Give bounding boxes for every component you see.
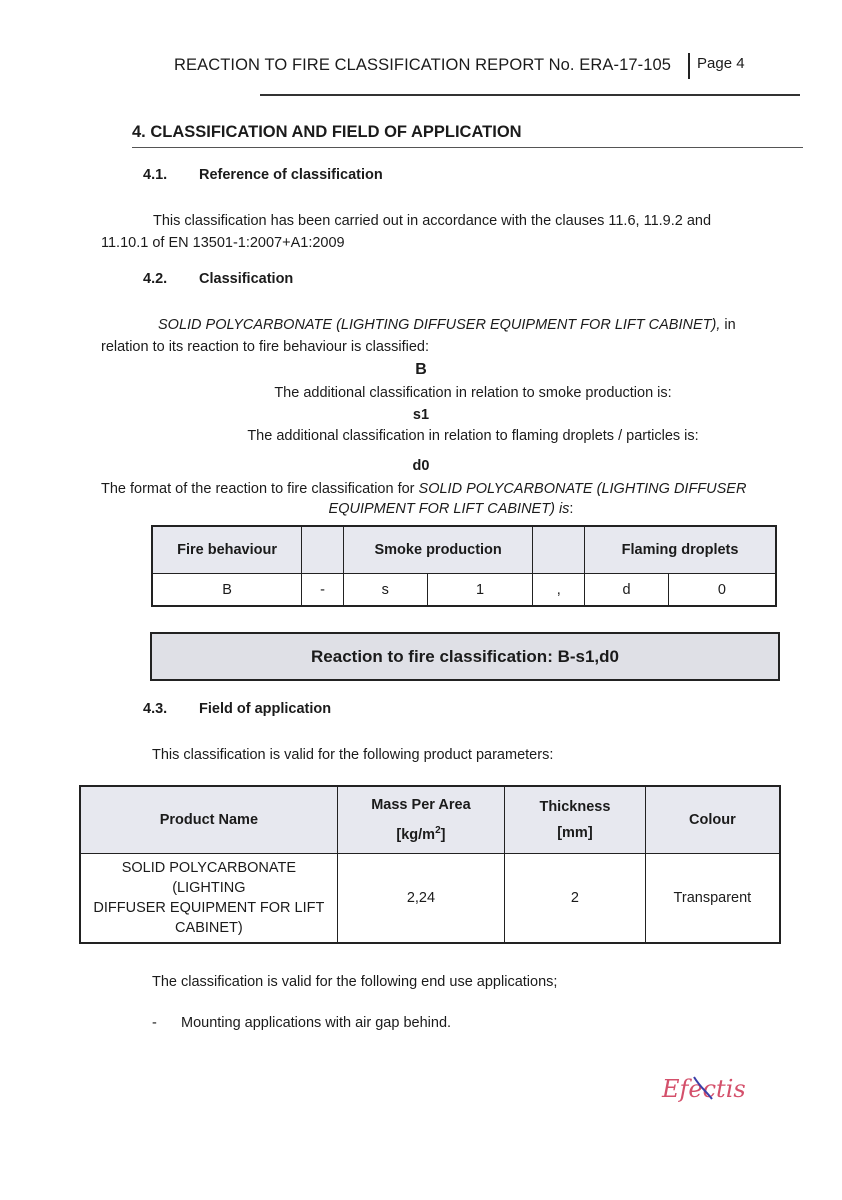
colour-header: Colour bbox=[645, 786, 780, 854]
section-title: Classification bbox=[199, 271, 294, 287]
page-number: Page 4 bbox=[697, 55, 745, 72]
format-end: : bbox=[569, 501, 574, 517]
fire-behaviour-value: B bbox=[152, 574, 302, 607]
product-line-tail: in bbox=[720, 317, 736, 333]
flaming-droplets-header: Flaming droplets bbox=[585, 526, 776, 574]
dash-value: - bbox=[302, 574, 344, 607]
smoke-classification-text: The additional classification in relation to smoke production is: bbox=[274, 385, 672, 401]
thickness-header-unit: [mm] bbox=[557, 825, 593, 841]
product-row bbox=[80, 854, 780, 944]
classification-value-row bbox=[152, 574, 776, 607]
classification-table bbox=[151, 525, 777, 607]
section-4-3-heading bbox=[143, 701, 331, 717]
format-italic-2: EQUIPMENT FOR LIFT CABINET) is bbox=[328, 501, 570, 517]
format-start: The format of the reaction to fire classification for bbox=[101, 481, 419, 497]
section-number: 4.2. bbox=[143, 271, 168, 287]
thickness-header bbox=[505, 786, 646, 854]
product-name-line: CABINET) bbox=[175, 920, 243, 936]
product-name-header: Product Name bbox=[80, 786, 337, 854]
header-separator bbox=[688, 53, 690, 79]
droplets-number-value: 0 bbox=[668, 574, 776, 607]
droplets-letter-value: d bbox=[585, 574, 669, 607]
format-italic-1: SOLID POLYCARBONATE (LIGHTING DIFFUSER bbox=[418, 481, 747, 497]
field-intro: This classification is valid for the following product parameters: bbox=[152, 747, 554, 763]
classification-summary-text: Reaction to fire classification: B-s1,d0 bbox=[311, 646, 619, 666]
section-4-rule bbox=[132, 147, 803, 148]
end-use-intro: The classification is valid for the following end use applications; bbox=[152, 974, 558, 990]
separator-header bbox=[533, 526, 585, 574]
format-line-2 bbox=[0, 498, 842, 520]
mass-unit-end: ] bbox=[440, 826, 446, 843]
product-name-cell bbox=[80, 854, 337, 944]
class-b: B bbox=[415, 361, 427, 378]
section-4-heading: 4. CLASSIFICATION AND FIELD OF APPLICATION bbox=[132, 123, 522, 141]
logo-text: Efectis bbox=[662, 1075, 746, 1103]
fire-behaviour-header: Fire behaviour bbox=[152, 526, 302, 574]
list-bullet: - bbox=[152, 1015, 157, 1031]
mass-unit-superscript: 2 bbox=[435, 825, 441, 837]
separator-header bbox=[302, 526, 344, 574]
colour-cell: Transparent bbox=[645, 854, 780, 944]
smoke-letter-value: s bbox=[343, 574, 427, 607]
classification-summary-box bbox=[150, 632, 780, 681]
product-header-row bbox=[80, 786, 780, 854]
section-4-2-heading bbox=[143, 271, 293, 287]
section-title: Reference of classification bbox=[199, 167, 383, 183]
thickness-header-label: Thickness bbox=[539, 799, 611, 815]
product-name-line: DIFFUSER EQUIPMENT FOR LIFT bbox=[93, 900, 325, 916]
mass-header-unit bbox=[344, 818, 498, 848]
section-4-1-heading bbox=[143, 167, 383, 183]
classification-product-line bbox=[158, 314, 736, 336]
class-d0: d0 bbox=[412, 458, 430, 474]
mass-header-label: Mass Per Area bbox=[371, 797, 471, 814]
section-number: 4.3. bbox=[143, 701, 168, 717]
reference-line-2: 11.10.1 of EN 13501-1:2007+A1:2009 bbox=[101, 235, 345, 251]
format-line-1 bbox=[101, 478, 746, 500]
header-rule bbox=[260, 94, 800, 96]
droplets-classification-text: The additional classification in relation to flaming droplets / particles is: bbox=[247, 428, 699, 444]
comma-value: , bbox=[533, 574, 585, 607]
smoke-production-header: Smoke production bbox=[343, 526, 532, 574]
class-s1: s1 bbox=[412, 407, 430, 423]
classification-header-row bbox=[152, 526, 776, 574]
product-name-line: SOLID POLYCARBONATE (LIGHTING bbox=[121, 860, 297, 896]
end-use-item: Mounting applications with air gap behind. bbox=[181, 1015, 452, 1031]
product-parameters-table bbox=[79, 785, 781, 944]
report-title: REACTION TO FIRE CLASSIFICATION REPORT No. ERA-17-105 bbox=[174, 56, 672, 74]
classification-line-2: relation to its reaction to fire behaviour is classified: bbox=[101, 339, 430, 355]
efectis-logo-icon bbox=[660, 1063, 760, 1109]
reference-line-1: This classification has been carried out in accordance with the clauses 11.6, 11.9.2 and bbox=[153, 213, 712, 229]
mass-per-area-header bbox=[337, 786, 504, 854]
thickness-cell: 2 bbox=[505, 854, 646, 944]
smoke-number-value: 1 bbox=[427, 574, 533, 607]
section-number: 4.1. bbox=[143, 167, 168, 183]
mass-per-area-cell: 2,24 bbox=[337, 854, 504, 944]
mass-unit-base: [kg/m bbox=[396, 826, 436, 843]
product-name-italic: SOLID POLYCARBONATE (LIGHTING DIFFUSER EQUIPMENT FOR LIFT CABINET), bbox=[158, 317, 721, 333]
section-title: Field of application bbox=[199, 701, 332, 717]
